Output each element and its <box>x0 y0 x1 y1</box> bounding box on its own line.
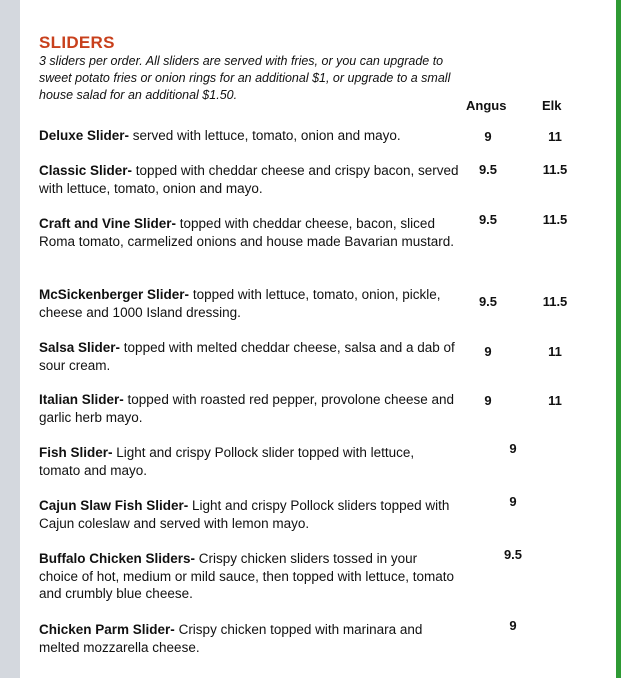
menu-item-deluxe <box>39 127 459 145</box>
menu-item-italian <box>39 391 459 426</box>
price-angus: 9.5 <box>478 294 498 309</box>
price-elk: 11 <box>548 344 562 359</box>
price: 9 <box>509 494 517 509</box>
price-angus: 9 <box>484 344 492 359</box>
price-angus: 9 <box>484 393 492 408</box>
item-name: Fish Slider- <box>39 445 113 460</box>
price-elk: 11 <box>548 129 562 144</box>
price-angus: 9.5 <box>478 212 498 227</box>
price: 9 <box>509 618 517 633</box>
item-description: topped with melted cheddar cheese, salsa and a dab of sour cream. <box>39 340 455 373</box>
item-name: Cajun Slaw Fish Slider- <box>39 498 189 513</box>
item-name: Salsa Slider- <box>39 340 121 355</box>
item-name: Italian Slider- <box>39 392 124 407</box>
menu-page <box>20 0 616 678</box>
item-description: Crispy chicken topped with marinara and melted mozzarella cheese. <box>39 622 423 655</box>
menu-item-classic <box>39 162 459 197</box>
item-name: Buffalo Chicken Sliders- <box>39 551 196 566</box>
item-name: Classic Slider- <box>39 163 133 178</box>
item-name: Chicken Parm Slider- <box>39 622 175 637</box>
column-header-angus: Angus <box>466 98 507 113</box>
item-name: McSickenberger Slider- <box>39 287 190 302</box>
menu-item-craft-and-vine <box>39 215 459 250</box>
menu-item-chicken-parm <box>39 621 459 656</box>
item-name: Craft and Vine Slider- <box>39 216 177 231</box>
item-description: Light and crispy Pollock slider topped with lettuce, tomato and mayo. <box>39 445 415 478</box>
menu-item-buffalo-chicken <box>39 550 459 603</box>
price-elk: 11.5 <box>542 212 568 227</box>
item-description: topped with lettuce, tomato, onion, pickle, cheese and 1000 Island dressing. <box>39 287 441 320</box>
section-intro: 3 sliders per order. All sliders are served with fries, or you can upgrade to sweet potato fries or onion rings for an additional $1, or upgrade to a small house salad for an additional $1.50. <box>39 54 451 102</box>
menu-item-mcsickenberger <box>39 286 459 321</box>
price-elk: 11.5 <box>542 162 568 177</box>
item-description: Crispy chicken sliders tossed in your choice of hot, medium or mild sauce, then topped with lettuce, tomato and crumbly blue cheese. <box>39 551 454 601</box>
item-description: topped with cheddar cheese and crispy bacon, served with lettuce, tomato, onion and mayo. <box>39 163 459 196</box>
item-description: served with lettuce, tomato, onion and mayo. <box>129 128 401 143</box>
item-description: Light and crispy Pollock sliders topped with Cajun coleslaw and served with lemon mayo. <box>39 498 450 531</box>
item-name: Deluxe Slider- <box>39 128 130 143</box>
price: 9.5 <box>503 547 523 562</box>
price-elk: 11.5 <box>542 294 568 309</box>
menu-item-cajun-slaw-fish <box>39 497 459 532</box>
column-header-elk: Elk <box>542 98 562 113</box>
price-elk: 11 <box>548 393 562 408</box>
price-angus: 9.5 <box>478 162 498 177</box>
price: 9 <box>509 441 517 456</box>
menu-item-fish <box>39 444 459 479</box>
item-description: topped with roasted red pepper, provolone cheese and garlic herb mayo. <box>39 392 455 425</box>
section-title: SLIDERS <box>39 33 115 52</box>
item-description: topped with cheddar cheese, bacon, sliced Roma tomato, carmelized onions and house made Bavarian mustard. <box>39 216 454 249</box>
price-angus: 9 <box>484 129 492 144</box>
page-edge-divider <box>616 0 621 678</box>
menu-item-salsa <box>39 339 459 374</box>
